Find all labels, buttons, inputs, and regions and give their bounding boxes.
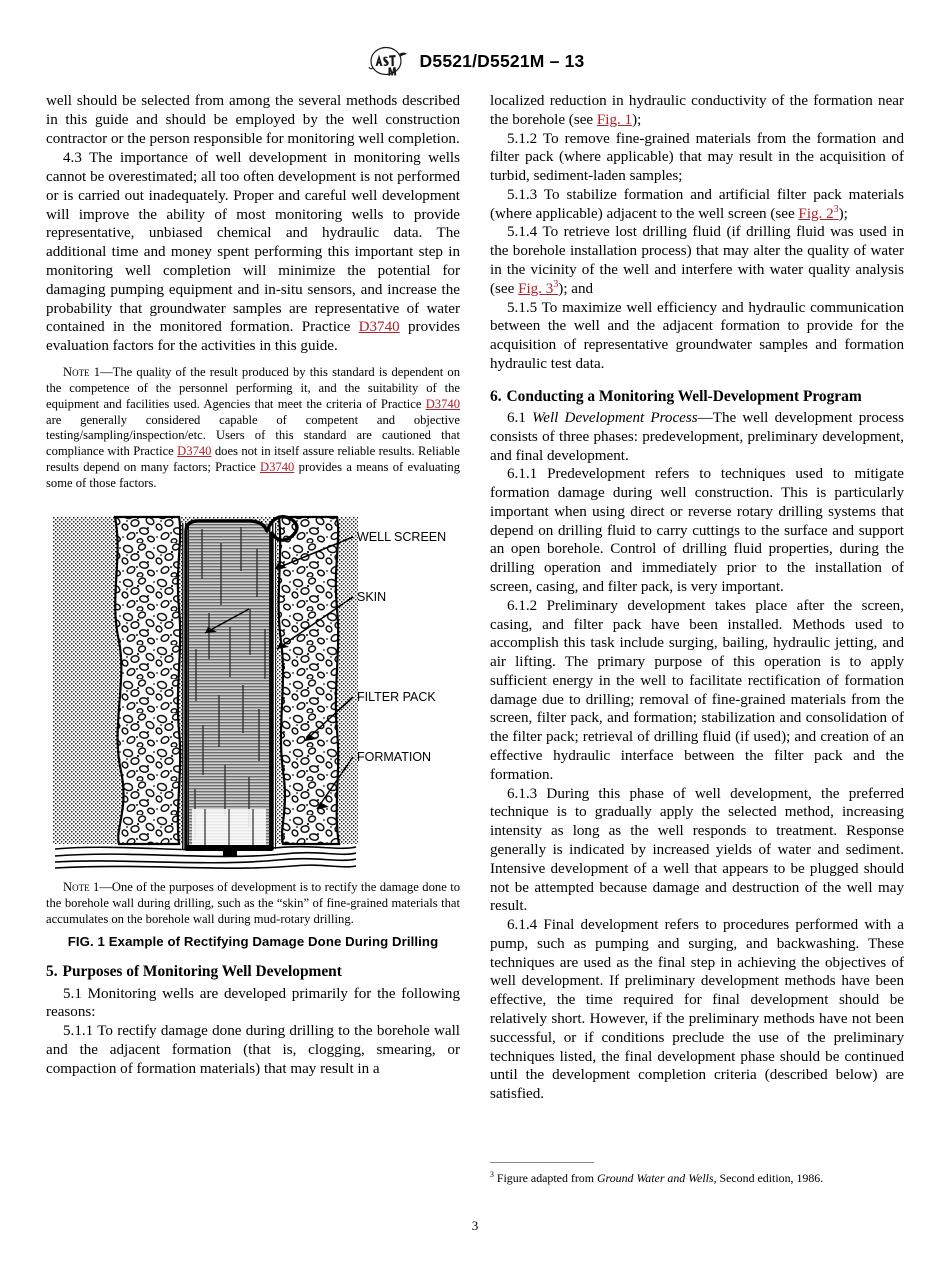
paragraph-5-1-1-continued xyxy=(490,92,904,130)
astm-logo xyxy=(366,46,410,76)
paragraph-4-3-text-part1: 4.3 The importance of well development in monitoring wells cannot be overestimated; all too often development is not performed or is carried out inadequately. Proper and careful well development will improve the ability of most monitoring wells to provide representative, unbiased chemical and hydraulic data. The additional time and money spent performing this important step in monitoring well completion will minimize the potential for damaging pumping equipment and in-situ sensors, and increase the probability that groundwater samples are representative of water contained in the monitored formation. Practice xyxy=(46,150,460,336)
figure-1-note xyxy=(46,880,460,928)
paragraph-6-1-4: 6.1.4 Final development refers to procedures performed with a pump, such as pumping and surging, and backwashing. These techniques are used as the final step in achieving the objectives of well development. If preliminary development methods have been effective, the time required for final development should be relatively short. However, if the preliminary methods have not been successful, or if conditions preclude the use of the preliminary techniques listed, the final development phase should be continued until the development completion criteria (described below) are satisfied. xyxy=(490,917,904,1103)
paragraph-5-1-5: 5.1.5 To maximize well efficiency and hydraulic communication between the well and the adjacent formation to provide for the acquisition of representative groundwater samples and formation hydraulic test data. xyxy=(490,299,904,372)
link-fig-1[interactable]: Fig. 1 xyxy=(596,111,633,128)
left-column xyxy=(46,92,460,1079)
link-fig-3-superscript: 3 xyxy=(553,278,559,290)
note-1-dash: — xyxy=(100,364,113,379)
paragraph-6-1-number: 6.1 xyxy=(507,409,533,426)
note-1-label: Note xyxy=(63,364,90,379)
section-6-title: Conducting a Monitoring Well-Development Program xyxy=(506,387,862,405)
paragraph-5-1-4 xyxy=(490,223,904,298)
footnote-3 xyxy=(490,1171,904,1186)
paragraph-6-1-2: 6.1.2 Preliminary development takes place after the screen, casing, and filter pack have been installed. Methods used to accomplish this task include surging, bailing, hydraulic jetting, and air lifting. The primary purpose of this operation is to apply sufficient energy in the well to facilitate rectification of formation damage due to drilling; removal of fine-grained materials from the screen, filter pack, and formation; stabilization and consolidation of the filter pack; retrieval of drilling fluid (if used); and creation of an effective hydraulic interface between the filter pack and the formation. xyxy=(490,597,904,783)
callout-label-filter-pack: FILTER PACK xyxy=(357,689,436,704)
paragraph-5-1-1-cont-part2: ); xyxy=(632,111,642,128)
paragraph-5-1-3 xyxy=(490,186,904,224)
footnote-area xyxy=(490,1162,904,1186)
figure-note-number: 1 xyxy=(93,879,100,894)
figure-note-label: Note xyxy=(63,879,90,894)
paragraph-6-1-rest: —The well development process consists of three phases: predevelopment, preliminary development, and final development. xyxy=(490,409,905,464)
footnote-text-part2: , Second edition, 1986. xyxy=(713,1171,824,1185)
link-fig-2[interactable] xyxy=(798,203,839,222)
link-d3740-note-3[interactable]: D3740 xyxy=(260,460,295,475)
figure-note-text: One of the purposes of development is to rectify the damage done to the borehole wall during drilling, such as the “skin” of fine-grained materials that accumulates on the borehole wall during mud-rotary drilling. xyxy=(46,879,460,926)
paragraph-6-1-title: Well Development Process xyxy=(532,409,698,426)
link-fig-2-label: Fig. 2 xyxy=(798,205,834,222)
section-5-number: 5. xyxy=(46,963,58,981)
paragraph-6-1 xyxy=(490,409,904,465)
link-d3740-note-2[interactable]: D3740 xyxy=(177,444,212,459)
note-1-number: 1 xyxy=(93,364,101,379)
figure-note-dash: — xyxy=(99,879,112,894)
paragraph-5-1-2: 5.1.2 To remove fine-grained materials from the formation and filter pack (where applicable) that may result in the acquisition of turbid, sediment-laden samples; xyxy=(490,130,904,185)
note-1-text-part1: The quality of the result produced by this standard is dependent on the competence of the personnel performing it, and the suitability of the equipment and facilities used. Agencies that meet the criteria of Practice xyxy=(46,364,460,411)
section-heading-6 xyxy=(490,387,904,406)
paragraph-4-3-text-part2: provides evaluation factors for the activities in this guide. xyxy=(46,319,460,355)
figure-1-caption: FIG. 1 Example of Rectifying Damage Done During Drilling xyxy=(67,934,439,950)
footnote-text-part1: Figure adapted from xyxy=(493,1171,597,1185)
link-d3740[interactable]: D3740 xyxy=(358,319,400,336)
footnote-source-title: Ground Water and Wells xyxy=(596,1171,714,1185)
section-6-number: 6. xyxy=(490,387,502,405)
note-1-text-part3: does not in itself assure reliable results. Reliable results depend on many factors; Practice xyxy=(46,444,460,475)
note-1-text-part2: are generally considered capable of competent and objective testing/sampling/inspection/etc. Users of this standard are cautioned that compliance with Practice xyxy=(46,412,460,459)
filter-pack-left xyxy=(115,517,180,844)
note-1-text-part4: provides a means of evaluating some of those factors. xyxy=(46,460,461,490)
filter-pack-right xyxy=(279,517,339,844)
link-d3740-note-1[interactable]: D3740 xyxy=(425,396,460,411)
link-fig-3[interactable] xyxy=(518,278,559,297)
paragraph-4-3 xyxy=(46,149,460,356)
page-header xyxy=(0,46,950,76)
link-fig-2-superscript: 3 xyxy=(833,203,839,215)
paragraph-continuation: well should be selected from among the several methods described in this guide and should be employed by the well construction contractor or the person responsible for monitoring well completion. xyxy=(46,93,460,147)
callout-label-skin: SKIN xyxy=(357,589,387,604)
paragraph-5-1-4-part2: ); and xyxy=(558,280,594,297)
paragraph-5-1-1-cont-part1: localized reduction in hydraulic conductivity of the formation near the borehole (see xyxy=(490,93,904,128)
bedrock-lines xyxy=(55,847,356,868)
callout-label-well-screen: WELL SCREEN xyxy=(357,529,447,544)
paragraph-6-1-3: 6.1.3 During this phase of well development, the preferred technique is to gradually apply the selected method, increasing intensity as long as the well responds to treatment. Response generally is indicated by increased yields of water and sediment. Intensive development of a well that appears to be plugged should not be attempted because damage and destruction of the well may result. xyxy=(490,785,904,915)
footnote-marker: 3 xyxy=(490,1170,494,1180)
paragraph-5-1-3-part2: ); xyxy=(838,205,848,222)
well-cross-section-diagram xyxy=(53,509,453,871)
figure-1 xyxy=(46,509,460,950)
paragraph-5-1-4-part1: 5.1.4 To retrieve lost drilling fluid (if drilling fluid was used in the borehole installation process) that may alter the quality of water in the vicinity of the well and interfere with water quality analysis (see xyxy=(490,224,904,297)
standard-designation: D5521/D5521M – 13 xyxy=(419,50,585,71)
paragraph-5-1: 5.1 Monitoring wells are developed primarily for the following reasons: xyxy=(46,985,460,1021)
footnote-rule xyxy=(490,1162,594,1163)
section-heading-5 xyxy=(46,962,460,981)
callout-label-formation: FORMATION xyxy=(357,749,432,764)
page-number: 3 xyxy=(471,1218,479,1233)
right-column xyxy=(490,92,904,1104)
paragraph-5-1-1: 5.1.1 To rectify damage done during drilling to the borehole wall and the adjacent formation (that is, clogging, smearing, or compaction of formation materials) that may result in a xyxy=(46,1023,460,1077)
note-1 xyxy=(46,365,460,492)
link-fig-3-label: Fig. 3 xyxy=(518,280,554,297)
section-5-title: Purposes of Monitoring Well Development xyxy=(62,963,342,981)
paragraph-5-1-3-part1: 5.1.3 To stabilize formation and artificial filter pack materials (where applicable) adjacent to the well screen (see xyxy=(490,186,904,222)
paragraph-6-1-1: 6.1.1 Predevelopment refers to techniques used to mitigate formation damage during well construction. This is particularly important when using direct or reverse rotary drilling systems that depend on drilling fluid to carry cuttings to the surface and support an open borehole. Control of drilling fluid properties, during the drilling operation and immediately prior to the installation of screen, casing, and filter pack, is very important. xyxy=(490,466,904,595)
